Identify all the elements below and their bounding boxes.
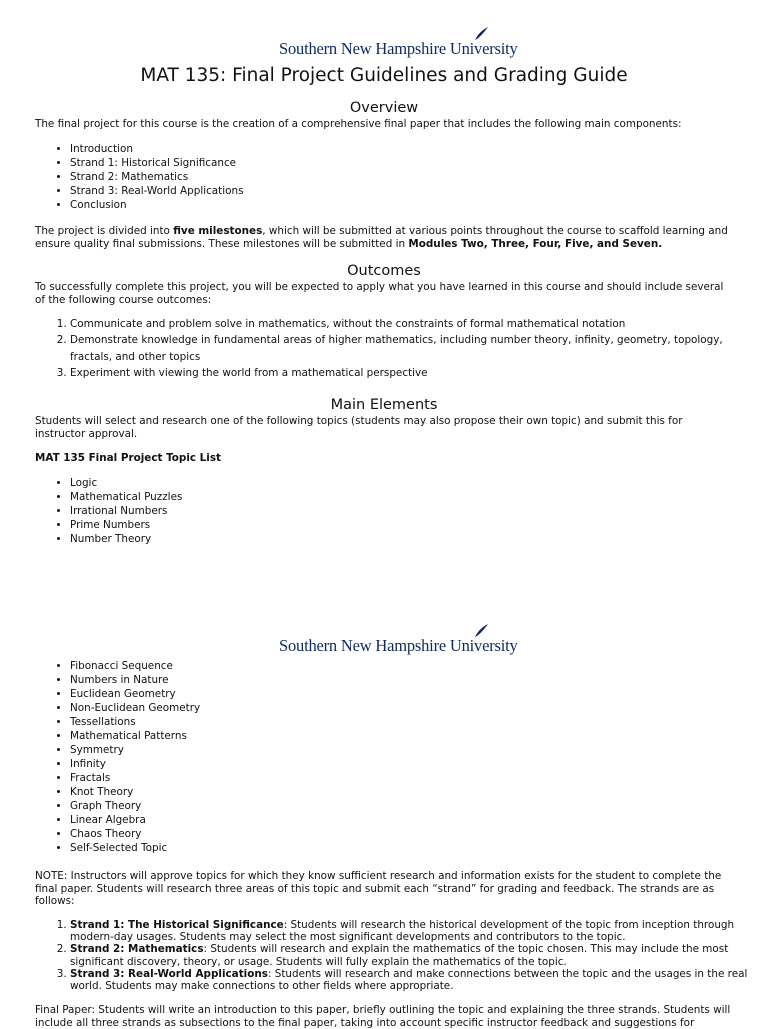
overview-intro: The final project for this course is the creation of a comprehensive final paper that includes the following main components: <box>35 118 682 130</box>
topic-item: • Fractals <box>70 771 750 785</box>
topic-item: • Euclidean Geometry <box>70 687 750 701</box>
main-elements-heading: Main Elements <box>330 397 438 413</box>
topic-item: • Self-Selected Topic <box>70 841 750 855</box>
outcome-item: 3. Experiment with viewing the world from a mathematical perspective <box>70 365 750 381</box>
note-paragraph: NOTE: Instructors will approve topics for which they know sufficient research and information exists for the student to complete the final paper. Students will research three areas of this topic and submit each “strand” for grading and feedback. The strands are as follows: <box>35 870 722 907</box>
topic-item: • Infinity <box>70 757 750 771</box>
final-paper-paragraph: Final Paper: Students will write an introduction to this paper, briefly outlining the topic and explaining the three strands. Students will include all three strands as subsections to the final paper, taking into account specific instructor feedback and suggestions for <box>35 1004 731 1029</box>
university-logo <box>279 32 518 60</box>
topic-item: • Numbers in Nature <box>70 673 750 687</box>
topic-item: • Prime Numbers <box>70 518 750 532</box>
topic-item: • Knot Theory <box>70 785 750 799</box>
topic-item: • Irrational Numbers <box>70 504 750 518</box>
strands-list <box>52 919 750 992</box>
quill-icon <box>473 26 489 42</box>
topic-item: • Mathematical Puzzles <box>70 490 750 504</box>
topic-item: • Tessellations <box>70 715 750 729</box>
outcome-item: 1. Communicate and problem solve in mathematics, without the constraints of formal mathematical notation <box>70 316 750 332</box>
component-item: • Introduction <box>70 142 750 156</box>
topic-item: • Graph Theory <box>70 799 750 813</box>
logo-text: Southern New Hampshire University <box>279 39 518 58</box>
topic-list-part-1 <box>52 476 750 546</box>
topic-list-part-2 <box>52 659 750 855</box>
topic-item: • Logic <box>70 476 750 490</box>
topic-item: • Fibonacci Sequence <box>70 659 750 673</box>
topic-item: • Symmetry <box>70 743 750 757</box>
topic-item: • Chaos Theory <box>70 827 750 841</box>
strand-item <box>70 919 750 943</box>
strand-label: Strand 1: The Historical Significance <box>70 919 284 931</box>
main-elements-intro: Students will select and research one of the following topics (students may also propose their own topic) and submit this for instructor approval. <box>35 415 683 440</box>
overview-heading: Overview <box>349 100 419 116</box>
outcome-item: 2. Demonstrate knowledge in fundamental areas of higher mathematics, including number theory, infinity, geometry, topology, fractals, and other topics <box>70 332 750 365</box>
quill-icon <box>473 623 489 639</box>
topic-list-title: MAT 135 Final Project Topic List <box>35 452 222 464</box>
strand-text: : Students will research and make connections between the topic and the usages in the real world. Students may make connections to other fields where appropriate. <box>70 967 748 993</box>
strand-label: Strand 3: Real-World Applications <box>70 967 268 980</box>
milestones-text-bold-a: five milestones <box>173 225 263 237</box>
component-item: • Strand 1: Historical Significance <box>70 156 750 170</box>
milestones-text-b: , which will be submitted at various points throughout the course to scaffold learning and ensure quality final submissions. These milestones will be submitted in <box>35 225 728 250</box>
topic-item: • Mathematical Patterns <box>70 729 750 743</box>
outcomes-heading: Outcomes <box>347 263 421 279</box>
logo-text: Southern New Hampshire University <box>279 636 518 655</box>
strand-item <box>70 968 750 992</box>
component-item: • Conclusion <box>70 198 750 212</box>
page-title: MAT 135: Final Project Guidelines and Grading Guide <box>140 65 628 86</box>
strand-label: Strand 2: Mathematics <box>70 943 204 956</box>
milestones-text-a: The project is divided into <box>35 225 174 237</box>
milestones-text-bold-b: Modules Two, Three, Four, Five, and Seven. <box>408 237 663 250</box>
component-item: • Strand 2: Mathematics <box>70 170 750 184</box>
topic-item: • Number Theory <box>70 532 750 546</box>
strand-text: : Students will research the historical development of the topic from inception through modern-day usages. Students may select the most significant developments and contributors to the topic. <box>70 919 735 944</box>
component-item: • Strand 3: Real-World Applications <box>70 184 750 198</box>
topic-item: • Linear Algebra <box>70 813 750 827</box>
topic-item: • Non-Euclidean Geometry <box>70 701 750 715</box>
strand-item <box>70 943 750 967</box>
outcomes-list <box>52 316 750 381</box>
components-list <box>52 142 750 212</box>
strand-text: : Students will research and explain the mathematics of the topic chosen. This may include the most significant discovery, theory, or usage. Students will fully explain the mathematics of the topic. <box>70 943 729 968</box>
outcomes-intro: To successfully complete this project, you will be expected to apply what you have learned in this course and should include several of the following course outcomes: <box>35 281 724 306</box>
milestones-paragraph <box>35 225 735 250</box>
university-logo <box>279 629 518 657</box>
